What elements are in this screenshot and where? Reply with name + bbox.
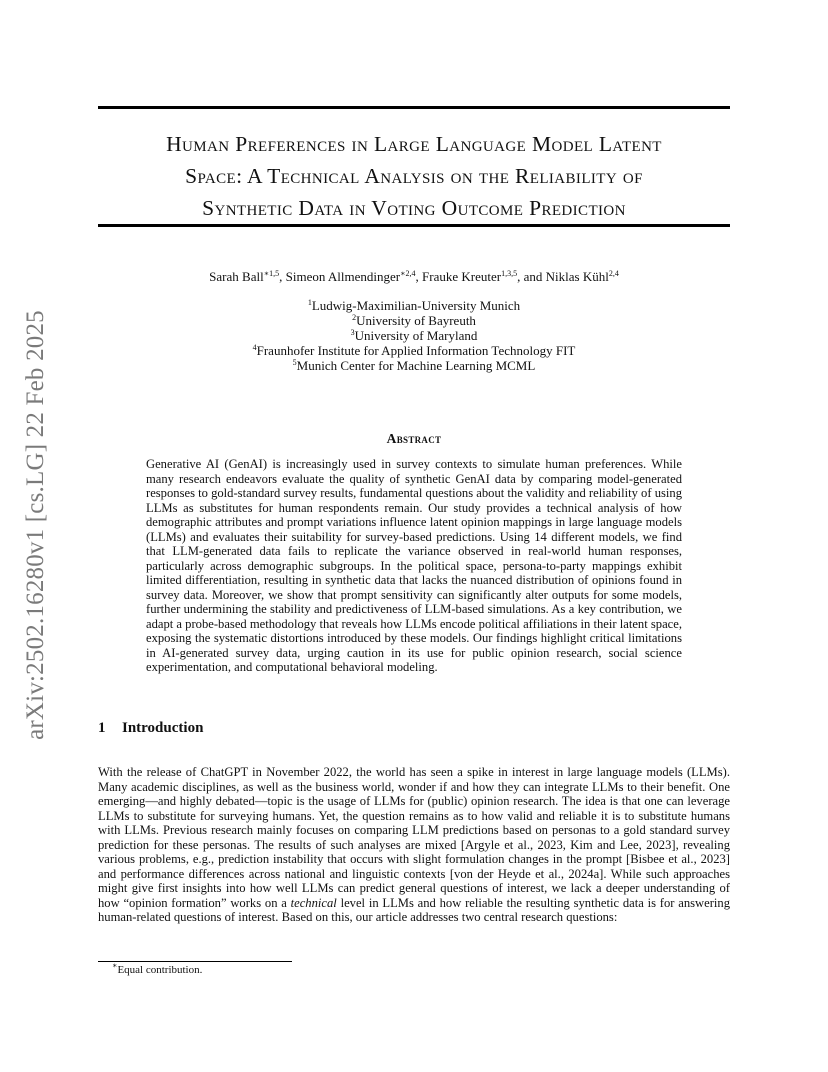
affiliation-name: Munich Center for Machine Learning MCML [296,358,536,373]
title-line: Human Preferences in Large Language Model Latent [166,132,662,156]
arxiv-identifier [21,290,51,760]
title-line: Synthetic Data in Voting Outcome Prediction [202,196,626,220]
affiliation-mark: 1 [307,298,312,307]
title-top-rule [98,106,730,109]
affiliation [98,343,730,358]
introduction-paragraph [98,765,730,925]
title-bottom-rule [98,224,730,227]
author-name: Simeon Allmendinger [285,269,401,284]
author-name: Frauke Kreuter [422,269,502,284]
affiliation [98,313,730,328]
section-title: Introduction [122,720,204,736]
title-line: Space: A Technical Analysis on the Reliability of [185,164,643,188]
author-name: Niklas Kühl [545,269,609,284]
affiliation-name: Fraunhofer Institute for Applied Information Technology FIT [256,343,576,358]
affiliation-name: University of Bayreuth [356,313,476,328]
author-affiliation-mark: 1,3,5 [501,269,518,278]
affiliation-name: Ludwig-Maximilian-University Munich [311,298,521,313]
author-separator: , and [517,269,546,284]
footnote-rule [98,961,292,962]
author-name: Sarah Ball [209,269,264,284]
paper-title [98,128,730,224]
affiliation [98,328,730,343]
affiliation-list [98,298,730,373]
footnote [112,961,203,976]
footnote-text: Equal contribution. [117,964,203,976]
author-list [98,268,730,286]
affiliation [98,358,730,373]
author-affiliation-mark: ∗1,5 [263,269,280,278]
section-number: 1 [98,720,106,736]
intro-text: level in LLMs and how reliable the resulting synthetic data is for answering human-related questions of interest. Based on this, our article addresses two central research questions: [98,895,730,924]
abstract-text: Generative AI (GenAI) is increasingly used in survey contexts to simulate human preferences. While many research endeavors evaluate the quality of synthetic GenAI data by comparing model-generated responses to gold-standard survey results, fundamental questions about the validity and reliability of using LLMs as substitutes for human respondents remain. Our study provides a technical analysis of how demographic attributes and prompt variations influence latent opinion mappings in large language models (LLMs) and evaluates their suitability for survey-based predictions. Using 14 different models, we find that LLM-generated data fails to replicate the variance observed in real-world human responses, particularly across demographic subgroups. In the political space, persona-to-party mappings exhibit limited differentiation, resulting in synthetic data that lacks the nuanced distribution of opinions found in survey data. Moreover, we show that prompt sensitivity can significantly alter outputs for some models, further undermining the stability and predictiveness of LLM-based simulations. As a key contribution, we adapt a probe-based methodology that reveals how LLMs encode political affiliations in their latent space, exposing the systematic distortions introduced by these models. Our findings highlight critical limitations in AI-generated survey data, urging caution in its use for public opinion research, social science experimentation, and computational behavioral modeling. [146,457,682,674]
affiliation-mark: 2 [352,313,357,322]
intro-emphasis: technical [290,895,337,910]
abstract-heading: Abstract [386,431,442,446]
author-affiliation-mark: 2,4 [608,269,619,278]
affiliation-name: University of Maryland [354,328,478,343]
arxiv-identifier-text: arXiv:2502.16280v1 [cs.LG] 22 Feb 2025 [22,310,49,740]
affiliation-mark: 4 [252,343,257,352]
section-heading-introduction [98,720,203,737]
intro-text: With the release of ChatGPT in November 2022, the world has seen a spike in interest in large language models (LLMs). Many academic disciplines, as well as the business world, wonder if and how they can integrate LLMs to their benefit. One emerging—and highly debated—topic is the usage of LLMs for (public) opinion research. The idea is that one can leverage LLMs to substitute for surveying humans. Yet, the question remains as to how valid and reliable it is to substitute humans with LLMs. Previous research mainly focuses on comparing LLM predictions based on personas to a gold standard survey prediction for these personas. The results of such analyses are mixed [Argyle et al., 2023, Kim and Lee, 2023], revealing various problems, e.g., prediction instability that occurs with slight formulation changes in the prompt [Bisbee et al., 2023] and performance differences across national and linguistic contexts [von der Heyde et al., 2024a]. While such approaches might give first insights into how well LLMs can predict general questions of interest, we lack a deeper understanding of how “opinion formation” works on a [98,765,730,910]
author-affiliation-mark: ∗2,4 [400,269,416,278]
affiliation-mark: 5 [292,358,297,367]
affiliation [98,298,730,313]
footnote-mark: ∗ [112,961,118,970]
affiliation-mark: 3 [350,328,355,337]
author-separator: , [415,269,423,284]
author-separator: , [279,269,286,284]
